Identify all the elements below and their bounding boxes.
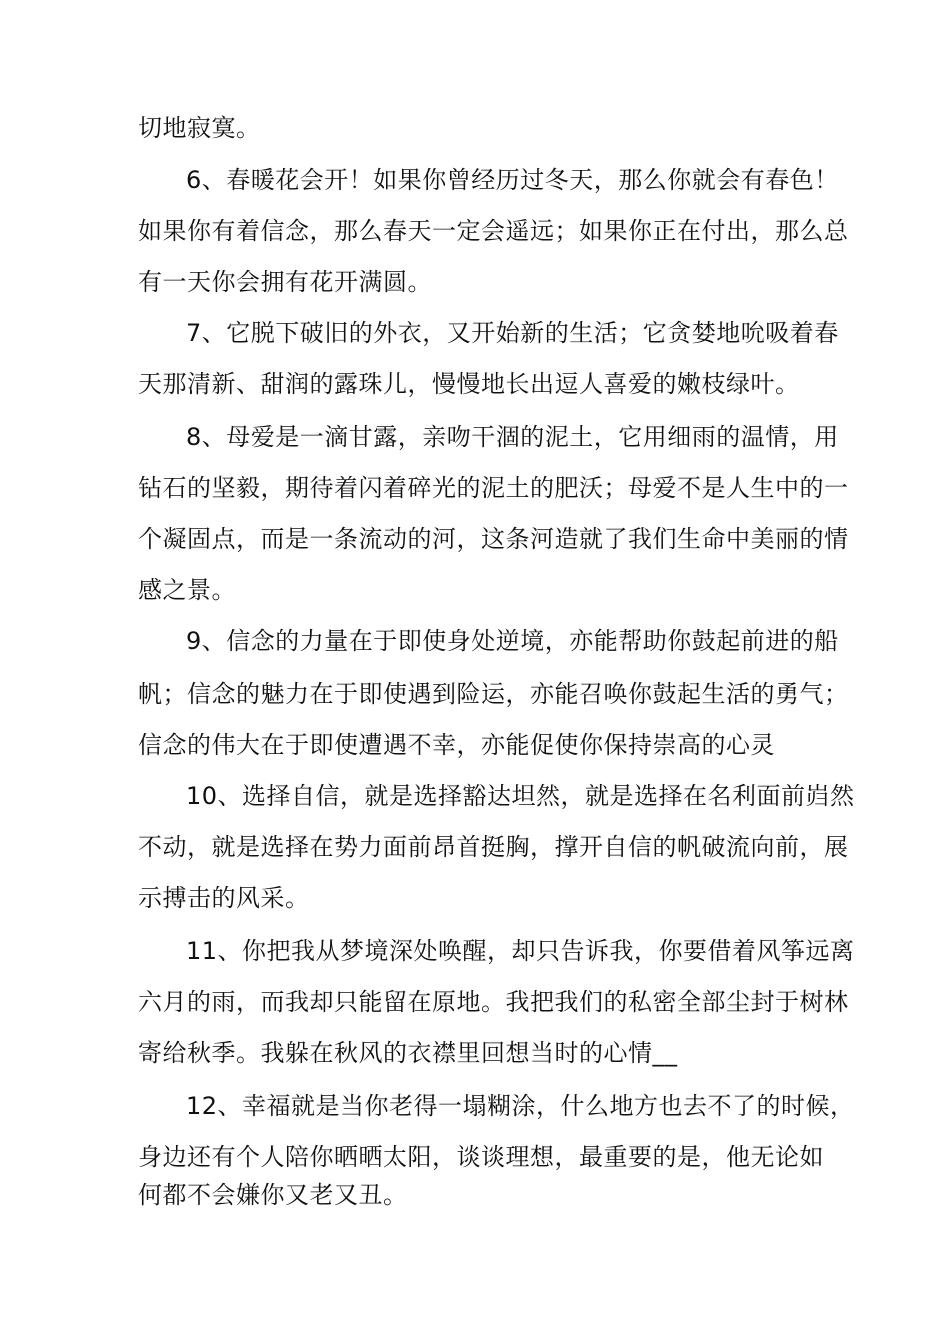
paragraph-12-line-3: 何都不会嫌你又老又丑。 — [138, 1181, 408, 1209]
paragraph-10-line-1: 10、选择自信，就是选择豁达坦然，就是选择在名利面前岿然 — [186, 782, 855, 810]
paragraph-10-line-3: 示搏击的风采。 — [138, 884, 310, 912]
paragraph-9-line-2: 帆；信念的魅力在于即使遇到险运，亦能召唤你鼓起生活的勇气； — [138, 680, 849, 708]
paragraph-11-line-3: 寄给秋季。我躲在秋风的衣襟里回想当时的心情__ — [138, 1039, 678, 1067]
paragraph-11-line-2: 六月的雨，而我却只能留在原地。我把我们的私密全部尘封于树林 — [138, 988, 849, 1016]
text-line: 切地寂寞。 — [138, 114, 261, 142]
paragraph-6-line-2: 如果你有着信念，那么春天一定会遥远；如果你正在付出，那么总 — [138, 217, 849, 245]
paragraph-12-line-2: 身边还有个人陪你晒晒太阳，谈谈理想，最重要的是，他无论如 — [138, 1143, 824, 1171]
paragraph-6-line-1: 6、春暖花会开！如果你曾经历过冬天，那么你就会有春色！ — [186, 166, 839, 194]
paragraph-11-line-1: 11、你把我从梦境深处唤醒，却只告诉我，你要借着风筝远离 — [186, 937, 855, 965]
paragraph-7-line-1: 7、它脱下破旧的外衣，又开始新的生活；它贪婪地吮吸着春 — [186, 319, 839, 347]
paragraph-9-line-1: 9、信念的力量在于即使身处逆境，亦能帮助你鼓起前进的船 — [186, 627, 839, 655]
paragraph-10-line-2: 不动，就是选择在势力面前昂首挺胸，撑开自信的帆破流向前，展 — [138, 833, 849, 861]
paragraph-6-line-3: 有一天你会拥有花开满圆。 — [138, 268, 432, 296]
paragraph-8-line-3: 个凝固点，而是一条流动的河，这条河造就了我们生命中美丽的情 — [138, 525, 849, 553]
paragraph-12-line-1: 12、幸福就是当你老得一塌糊涂，什么地方也去不了的时候， — [186, 1092, 855, 1120]
paragraph-7-line-2: 天那清新、甜润的露珠儿，慢慢地长出逗人喜爱的嫩枝绿叶。 — [138, 370, 800, 398]
paragraph-8-line-4: 感之景。 — [138, 576, 236, 604]
paragraph-9-line-3: 信念的伟大在于即使遭遇不幸，亦能促使你保持崇高的心灵 — [138, 731, 775, 759]
paragraph-8-line-2: 钻石的坚毅，期待着闪着碎光的泥土的肥沃；母爱不是人生中的一 — [138, 474, 849, 502]
paragraph-8-line-1: 8、母爱是一滴甘露，亲吻干涸的泥土，它用细雨的温情，用 — [186, 423, 839, 451]
